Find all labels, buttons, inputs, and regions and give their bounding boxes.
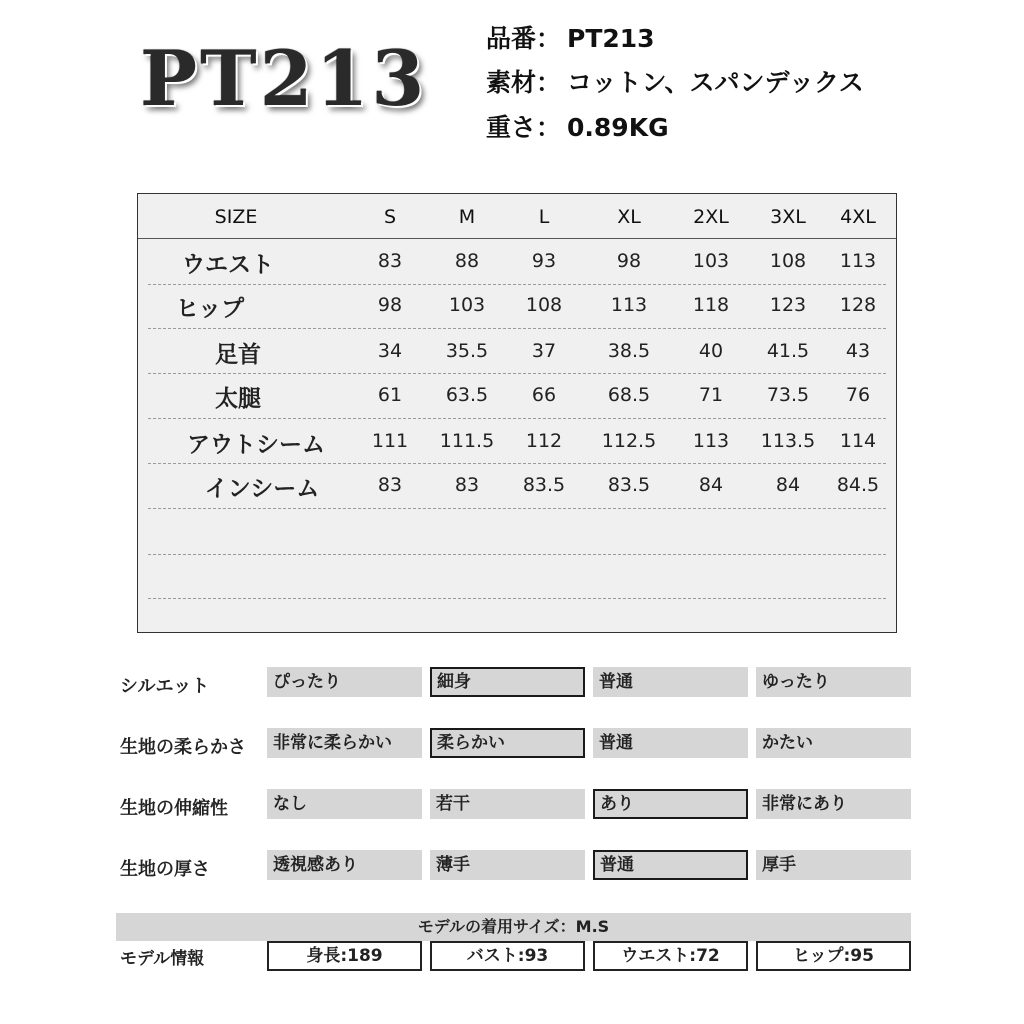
size-cell: 76 [845,384,871,406]
model-info-label: モデル情報 [120,949,205,969]
attribute-label: シルエット [120,676,210,697]
size-row-label: 足首 [215,342,261,368]
row-divider [148,284,886,285]
size-cell: 98 [377,294,403,316]
attribute-option: 普通 [593,667,748,697]
spec-label: 重さ： [486,113,562,142]
attribute-option: 透視感あり [267,850,422,880]
size-cell: 108 [525,294,563,316]
size-cell: 112 [525,430,563,452]
spec-weight [486,108,669,148]
size-cell: 113 [692,430,730,452]
size-cell: 83.5 [607,474,651,496]
spec-value: コットン、スパンデックス [567,68,864,97]
size-cell: 83 [377,250,403,272]
size-header-xl: XL [617,206,641,228]
attribute-option-selected: 柔らかい [430,728,585,758]
spec-value: 0.89KG [567,113,669,142]
model-height: 身長:189 [267,941,422,971]
size-cell: 111 [371,430,409,452]
size-table [137,193,897,633]
size-cell: 83.5 [522,474,566,496]
size-cell: 83 [377,474,403,496]
size-cell: 73.5 [766,384,810,406]
size-cell: 118 [692,294,730,316]
size-header-3xl: 3XL [770,206,806,228]
attribute-option: 非常に柔らかい [267,728,422,758]
size-cell: 41.5 [766,340,810,362]
model-hip: ヒップ:95 [756,941,911,971]
attribute-option: 普通 [593,728,748,758]
size-cell: 111.5 [439,430,495,452]
size-cell: 71 [698,384,724,406]
size-cell: 128 [839,294,877,316]
size-cell: 37 [531,340,557,362]
size-cell: 123 [769,294,807,316]
size-cell: 113 [610,294,648,316]
size-cell: 84 [698,474,724,496]
attribute-label: 生地の厚さ [120,859,210,880]
row-divider [148,598,886,599]
attribute-option: ぴったり [267,667,422,697]
attribute-option: かたい [756,728,911,758]
size-cell: 103 [448,294,486,316]
model-size-bar: モデルの着用サイズ：M.S [116,913,911,941]
size-row-label: ヒップ [175,296,245,322]
size-cell: 68.5 [607,384,651,406]
size-cell: 112.5 [601,430,657,452]
spec-item-number [486,19,655,59]
attribute-option-selected: 細身 [430,667,585,697]
model-waist: ウエスト:72 [593,941,748,971]
row-divider [148,328,886,329]
attribute-option: 若干 [430,789,585,819]
size-cell: 34 [377,340,403,362]
spec-label: 素材： [486,68,562,97]
header-divider [138,238,896,239]
attribute-label: 生地の柔らかさ [120,737,246,758]
size-header-l: L [538,206,550,228]
size-cell: 84 [775,474,801,496]
size-cell: 40 [698,340,724,362]
row-divider [148,508,886,509]
attribute-option-selected: あり [593,789,748,819]
size-row-label: ウエスト [182,252,274,278]
size-cell: 38.5 [607,340,651,362]
attribute-option: 非常にあり [756,789,911,819]
spec-value: PT213 [567,24,655,53]
size-cell: 114 [839,430,877,452]
size-row-label: インシーム [204,476,320,502]
attribute-option-selected: 普通 [593,850,748,880]
size-cell: 113.5 [760,430,816,452]
model-bust: バスト:93 [430,941,585,971]
attribute-option: 厚手 [756,850,911,880]
row-divider [148,554,886,555]
size-header-4xl: 4XL [840,206,876,228]
size-cell: 98 [616,250,642,272]
size-cell: 66 [531,384,557,406]
size-cell: 103 [692,250,730,272]
size-cell: 108 [769,250,807,272]
size-header-2xl: 2XL [693,206,729,228]
size-cell: 35.5 [445,340,489,362]
size-row-label: 太腿 [215,386,261,412]
product-logo: PT213 [140,34,428,123]
size-cell: 83 [454,474,480,496]
row-divider [148,463,886,464]
size-cell: 113 [839,250,877,272]
size-cell: 63.5 [445,384,489,406]
attribute-label: 生地の伸縮性 [120,798,228,819]
size-cell: 61 [377,384,403,406]
row-divider [148,373,886,374]
size-row-label: アウトシーム [187,432,325,458]
size-header-m: M [458,206,476,228]
size-cell: 93 [531,250,557,272]
row-divider [148,418,886,419]
spec-label: 品番： [486,24,562,53]
attribute-option: なし [267,789,422,819]
attribute-option: ゆったり [756,667,911,697]
size-header-label: SIZE [214,206,258,228]
size-cell: 43 [845,340,871,362]
size-cell: 84.5 [836,474,880,496]
spec-material [486,63,864,103]
size-header-s: S [383,206,397,228]
size-cell: 88 [454,250,480,272]
attribute-option: 薄手 [430,850,585,880]
